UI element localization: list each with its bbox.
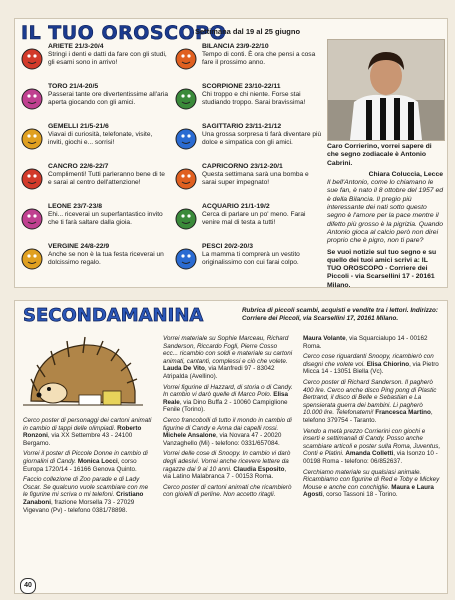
zodiac-sign-text [202, 243, 323, 268]
ad-text: Cerco poster di personaggi dei cartoni animati in cambio di tappi delle olimpiadi. [23, 417, 152, 432]
zodiac-sign-forecast: Passerai tante ore divertentissime all'aria aperta giocando con gli amici. [48, 91, 169, 107]
fish-icon [173, 245, 199, 271]
classified-ad [23, 450, 153, 473]
zodiac-sign [19, 43, 169, 81]
zodiac-sign [19, 163, 169, 201]
ads-column-2 [163, 335, 293, 502]
zodiac-sign-name: ACQUARIO 21/1-19/2 [202, 203, 270, 210]
zodiac-sign-name: LEONE 23/7-23/8 [48, 203, 103, 210]
secondamanina-title: SECONDAMANINA [23, 305, 204, 326]
zodiac-sign-name: ARIETE 21/3-20/4 [48, 43, 104, 50]
classified-ad [23, 476, 153, 514]
footballer-photo [327, 39, 445, 141]
ad-text: Cerco poster di cartoni animati che ricambierò con gioielli di perline. Non accetto ritagli. [163, 483, 292, 499]
ad-author: Cristiano Zanaboni [23, 491, 144, 506]
zodiac-sign [173, 243, 323, 281]
classified-ad [163, 450, 293, 480]
ad-author: Maura Volante [303, 335, 346, 342]
zodiac-sign-name: GEMELLI 21/5-21/6 [48, 123, 109, 130]
zodiac-sign-name: BILANCIA 23/9-22/10 [202, 43, 269, 50]
zodiac-sign-text [48, 83, 169, 108]
ad-author: Francesca Martino [375, 409, 431, 417]
ad-text: Cerco cose riguardanti Snoopy, ricambierò con disegni che volete voi. [303, 353, 434, 368]
zodiac-sign-forecast: Anche se non è la tua festa riceverai un dolcissimo regalo. [48, 251, 164, 267]
ad-text: Vorrei il poster di Piccole Donne in cambio di giornalini di Candy. [23, 450, 148, 465]
zodiac-sign [19, 83, 169, 121]
ad-address: , via XX Settembre 43 - 24100 Bergamo. [23, 432, 133, 447]
ad-author: Elisa Chiorino [366, 360, 410, 368]
zodiac-sign-forecast: Stringi i denti e datti da fare con gli studi, gli esami sono in arrivo! [48, 51, 167, 67]
zodiac-sign [173, 123, 323, 161]
zodiac-sign-forecast: Cerca di parlare un po' meno. Farai venire mal di testa a tutti! [202, 211, 306, 227]
ad-text: Vorrei materiale su Sophie Marceau, Richard Sanderson, Riccardo Fogli, Pierre Cosso ecc... ricambio con soldi e materiale su cartoni animati, cantanti, complessi e ciò che volete. [163, 335, 293, 365]
ad-author: Elisa Reale [163, 391, 288, 406]
ad-address: , via Latino Malabranca 7 - 00153 Roma. [163, 465, 287, 481]
zodiac-sign-name: CAPRICORNO 23/12-20/1 [202, 163, 283, 170]
ad-author: Roberto Ronzoni [23, 424, 142, 440]
page-number: 40 [20, 578, 36, 594]
zodiac-sign-text [202, 43, 323, 68]
bull-icon [19, 85, 45, 111]
zodiac-sign [173, 203, 323, 241]
letter-answer: Il bell'Antonio, come lo chiamano le sue fan, è nato il 8 ottobre del 1957 ed è della Bilancia. Il pregio più interessante dei nati sotto questo segno è l'amore per la pace mentre il difetto più grosso è la pigrizia. Quando Antonio gioca al calcio però non direi proprio che è pigro, non ti pare? [327, 179, 444, 245]
zodiac-sign-text [48, 123, 169, 148]
ad-author: Monica Locci [77, 457, 118, 465]
zodiac-sign [19, 123, 169, 161]
ram-icon [19, 45, 45, 71]
letter-signature: Chiara Coluccia, Lecce [368, 170, 443, 178]
ad-address: , via Dino Buffa 2 - 10060 Campiglione Fenile (Torino). [163, 398, 288, 414]
archer-icon [173, 125, 199, 151]
zodiac-sign-text [48, 163, 169, 188]
zodiac-signs-grid [19, 43, 324, 283]
horoscope-section [14, 18, 448, 288]
zodiac-sign-text [48, 43, 169, 68]
classified-ad [303, 428, 441, 466]
zodiac-sign [173, 83, 323, 121]
ad-text: Vendo a metà prezzo Corrierini con giochi e inserti e settimanali di Candy. Posso anche scambiare articoli e poster sulla Roma, Juventus, Conti e Platini. [303, 427, 441, 458]
ad-author: Amanda Colletti [345, 450, 394, 458]
zodiac-sign-text [202, 123, 323, 148]
ad-text: Cerco poster di Richard Sanderson. Il pagherò 400 lire. Cerco anche disco Ping pong di Plastic Bertrand, il disco di Belle e Sebastian e La spensierata guerra dei bambini. Li pagherò 10.000 lire. Telefonatemi! [303, 378, 437, 417]
classified-ad [23, 417, 153, 447]
zodiac-sign-forecast: Viavai di curiosità, telefonate, visite, inviti, giochi e... sorrisi! [48, 131, 153, 147]
ad-address: , via Isonzo 10 - 00198 Roma - telefono: 06/852637. [303, 450, 438, 465]
zodiac-sign-forecast: Chi troppo e chi niente. Forse stai studiando troppo. Sarai bravissima! [202, 91, 306, 107]
zodiac-sign-forecast: Tempo di conti. È ora che pensi a cosa fare il prossimo anno. [202, 51, 316, 67]
zodiac-sign-name: VERGINE 24/8-22/9 [48, 243, 110, 250]
zodiac-sign-forecast: La mamma ti comprerà un vestito originalissimo con cui farai colpo. [202, 251, 300, 267]
classified-ad [163, 384, 293, 414]
virgin-icon [19, 245, 45, 271]
zodiac-sign-text [48, 243, 169, 268]
ad-address: , corso Tassoni 18 - Torino. [322, 491, 398, 499]
classified-ad [303, 379, 441, 425]
zodiac-sign-name: TORO 21/4-20/5 [48, 83, 99, 90]
classified-ad [163, 484, 293, 499]
zodiac-sign [173, 163, 323, 201]
zodiac-sign-forecast: Ehi... riceverai un superfantastico invito che ti farà saltare dalla gioia. [48, 211, 163, 227]
ad-text: Faccio collezione di Zoo parade e di Lady Oscar. Se qualcuno vuole scambiare con me le figurine mi scriva o mi telefoni. [23, 476, 149, 499]
ad-address: , via Manfredi 97 - 83042 Atripalda (Avellino). [163, 365, 275, 380]
ad-author: Maura e Laura Agosti [303, 483, 434, 499]
ad-text: Cerco francobolli di tutto il mondo in cambio di figurine di Candy e Anna dai capelli rossi. [163, 416, 292, 432]
ad-address: , frazione Morsella 73 - 27029 Vigevano (Pv) - telefono 0381/78898. [23, 498, 135, 514]
ad-author: Claudia Esposito [233, 465, 285, 473]
letter-question: Caro Corrierino, vorrei sapere di che segno zodiacale è Antonio Cabrini. [327, 143, 432, 167]
zodiac-sign [173, 43, 323, 81]
reader-letter [327, 143, 443, 293]
twins-icon [19, 125, 45, 151]
zodiac-sign-forecast: Complimenti! Tutti parleranno bene di te e sarai al centro dell'attenzione! [48, 171, 165, 187]
ad-address: , corso Europa 1720/14 - 16166 Genova Quinto. [23, 457, 137, 473]
ad-address: , telefono 379754 - Taranto. [303, 409, 433, 424]
zodiac-sign-name: SCORPIONE 23/10-22/11 [202, 83, 281, 90]
secondamanina-section [14, 300, 448, 594]
goat-icon [173, 165, 199, 191]
ad-author: Lauda De Vito [163, 365, 205, 373]
zodiac-sign-text [202, 83, 323, 108]
crab-icon [19, 165, 45, 191]
zodiac-sign-forecast: Una grossa sorpresa ti farà diventare più dolce e simpatica con gli amici. [202, 131, 322, 147]
classified-ad [163, 335, 293, 381]
ads-column-1 [23, 417, 153, 517]
ad-text: Vorrei delle cose di Snoopy. In cambio vi darò degli adesivi. Vorrei anche ricevere lettere da ragazze dai 9 ai 10 anni. [163, 450, 291, 473]
letter-invite: Se vuoi notizie sul tuo segno e su quello dei tuoi amici scrivi a: IL TUO OROSCOPO - Corriere dei Piccoli - via Scarsellini 17 - 20161 Milano. [327, 248, 437, 289]
classified-ad [303, 469, 441, 499]
zodiac-sign-forecast: Questa settimana sarà una bomba e sarai super impegnato! [202, 171, 309, 187]
ad-author: Michele Ansalone [163, 432, 216, 440]
zodiac-sign-text [202, 163, 323, 188]
classified-ad [303, 335, 441, 350]
ad-text: Cerchiamo materiale su qualsiasi animale. Ricambiamo con figurine di Red e Toby e Mickey Mouse e anche con conchiglie. [303, 468, 440, 491]
ads-column-3 [303, 335, 441, 502]
zodiac-sign-text [48, 203, 169, 228]
water-bearer-icon [173, 205, 199, 231]
secondamanina-subtitle: Rubrica di piccoli scambi, acquisti e vendite tra i lettori. Indirizzo: Corriere dei Piccoli, via Scarsellini 17, 20161 Milano. [242, 307, 438, 322]
portrait-icon [328, 40, 444, 140]
hedgehog-icon [23, 331, 143, 411]
horoscope-title: IL TUO OROSCOPO [21, 22, 227, 44]
ad-address: , via Novara 47 - 20020 Vanzaghello (Mi) - telefono: 0331/657084. [163, 432, 282, 447]
ad-address: , via Squarcialupo 14 - 00162 Roma. [303, 335, 428, 350]
scorpion-icon [173, 85, 199, 111]
classified-ad [303, 353, 441, 376]
scales-icon [173, 45, 199, 71]
zodiac-sign [19, 243, 169, 281]
zodiac-sign-text [202, 203, 323, 228]
ad-text: Vorrei figurine di Hazzard, di storia o di Candy. In cambio vi darò quelle di Marco Polo. [163, 383, 293, 399]
ad-address: , via Pietro Micca 14 - 13051 Biella (Vc). [303, 360, 439, 376]
zodiac-sign-name: CANCRO 22/6-22/7 [48, 163, 109, 170]
classified-ad [163, 417, 293, 447]
zodiac-sign-name: PESCI 20/2-20/3 [202, 243, 254, 250]
zodiac-sign [19, 203, 169, 241]
lion-icon [19, 205, 45, 231]
zodiac-sign-name: SAGITTARIO 23/11-21/12 [202, 123, 282, 130]
horoscope-week: Settimana dal 19 al 25 giugno [195, 27, 301, 36]
